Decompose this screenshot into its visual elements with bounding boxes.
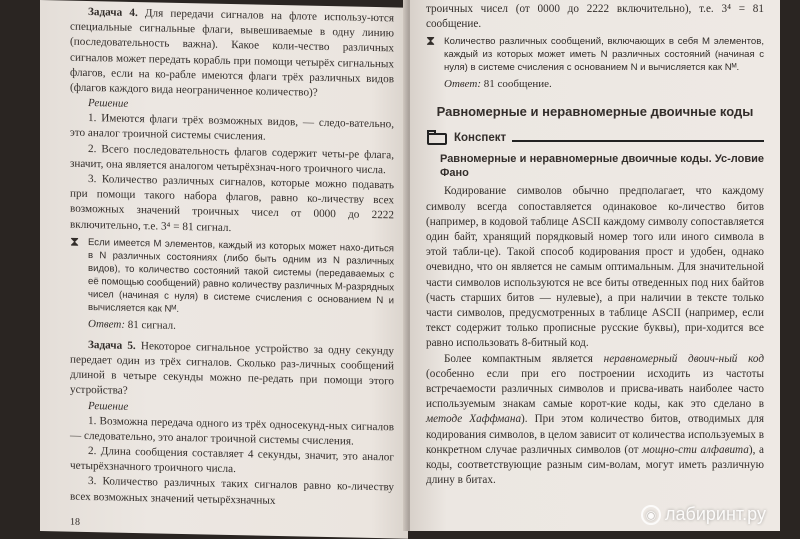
konspekt-rule: [512, 140, 764, 142]
konspekt-header: [426, 129, 764, 146]
p2-text-e: ). При этом количество битов, отводимых для кодирования символов, в целом зависит от количества используемых в конкретном случае различных символов (от: [426, 413, 764, 456]
folder-icon: [426, 129, 448, 146]
task5-continuation: троичных чисел (от 0000 до 2222 включительно), т.е. 3⁴ = 81 сообщение.: [426, 3, 764, 31]
task5-label: Задача 5.: [88, 338, 136, 352]
watermark-text: лабиринт.ру: [665, 504, 766, 524]
p2-term-nonuniform-code: неравномерный двоич-ный код: [603, 352, 764, 365]
section-title: Равномерные и неравномерные двоичные коды: [436, 104, 754, 120]
task4-label: Задача 4.: [88, 6, 138, 20]
task4-note-text: Если имеется M элементов, каждый из которых может нахо-диться в N различных состояниях (либо быть одним из N различных видов), то количество состояний такой системы (передаваемых с её помощью сообщений) равно количеству различных M-разрядных чисел (начиная с нуля) в системе счисления с основанием N и вычисляется как Nᴹ.: [88, 236, 394, 315]
paragraph-2: [426, 352, 764, 489]
subheading: Равномерные и неравномерные двоичные коды. Ус-ловие Фано: [440, 153, 764, 180]
task4-note: [70, 235, 394, 320]
task4-answer-label: Ответ:: [88, 317, 126, 331]
task4-paragraph: [70, 5, 394, 103]
left-page: [40, 0, 408, 539]
p2-text-a: Более компактным является: [444, 352, 604, 365]
p2-term-alphabet-power: мощно-сти алфавита: [642, 443, 749, 456]
task4-answer-value: 81 сигнал.: [127, 318, 176, 332]
task5-answer-value: 81 сообщение.: [483, 78, 552, 91]
paragraph-1: Кодирование символов обычно предполагает, что каждому символу всегда сопоставляется одинаковое ко-личество битов (например, в кодовой таблице ASCII каждому символу сопоставляется один байт, хранящий порядковый номер того или иного символа в этой табли-це). Такой способ кодирования прост и удобен, однако очевидно, что он является не самым оптимальным. Для значительной части символов используются не все биты отведенных под них байтов (часть старших битов — нулевые), а при наличии в тексте только части символов, предусмотренных в таблице ASCII (например, если текст содержит только прописные русские буквы), при-ходится все равно использовать 8-битный код.: [426, 185, 764, 350]
task5-note: [426, 35, 764, 74]
konspekt-label: Конспект: [454, 131, 507, 144]
page-number: 18: [70, 516, 80, 528]
task4-step-2: 2. Всего последовательность флагов содержит четы-ре флага, значит, она является аналогом четырёхзнач-ного троичного числа.: [70, 142, 394, 177]
p2-term-huffman: методе Хаффмана: [426, 413, 522, 426]
task5-step-1: 1. Возможна передача одного из трёх односекунд-ных сигналов — следовательно, это аналог троичной системы счисления.: [70, 414, 394, 448]
task4-step-1: 1. Имеются флаги трёх возможных видов, — следо-вательно, это аналог троичной системы счисления.: [70, 112, 394, 144]
task5-solution-label: Решение: [88, 399, 129, 413]
p2-text-g: ), а коды, соответствующие разным сим-волам, могут иметь различную длину в битах.: [426, 443, 764, 487]
labirint-logo-icon: ◉: [641, 505, 661, 525]
hourglass-icon: ⧗: [70, 234, 80, 250]
task5-note-text: Количество различных сообщений, включающих в себя M элементов, каждый из которых может иметь N различных состояний (начиная с нуля) в системе счисления с основанием N и вычисляется как Nᴹ.: [444, 36, 764, 74]
task4-answer: [88, 317, 394, 338]
task5-text: Некоторое сигнальное устройство за одну секунду передает один из трёх сигналов. Сколько раз-личных сообщений длиной в четыре секунды можно пе-редать при помощи этого устройства?: [70, 339, 395, 398]
task4-solution-label: Решение: [88, 97, 129, 111]
task4-text: Для передачи сигналов на флоте использу-ются специальные сигнальные флаги, вывешиваемые в одну линию (последовательность важна). Какое коли-чество различных сигналов может передать корабль при помощи четырёх сигнальных флагов, если на ко-рабле имеются флаги трёх различных видов (флагов каждого вида неограниченное количество)?: [70, 7, 394, 99]
task5-answer: [444, 77, 764, 92]
task4-step-3: 3. Количество различных сигналов, которые можно подавать при помощи такого набора флагов, равно ко-личеству всех возможных значений троичных чисел от 0000 до 2222 включительно, т.е. 3⁴ = 81 сигнал.: [70, 173, 394, 234]
p2-text-c: (особенно если при его построении исходить из частоты встречаемости различных символов и присва-ивать наиболее часто используемым знакам самые корот-кие коды, как это сделано в: [426, 367, 764, 411]
task5-paragraph: [70, 337, 394, 405]
watermark: [641, 504, 766, 525]
task5-answer-label: Ответ:: [444, 78, 482, 91]
right-page: [410, 0, 780, 531]
hourglass-icon: ⧗: [426, 34, 436, 50]
task5-step-3: 3. Количество различных таких сигналов равно ко-личеству всех возможных значений четырёхзначных: [70, 475, 394, 507]
task5-step-2: 2. Длина сообщения составляет 4 секунды, значит, это аналог четырёхзначного троичного числа.: [70, 445, 394, 476]
